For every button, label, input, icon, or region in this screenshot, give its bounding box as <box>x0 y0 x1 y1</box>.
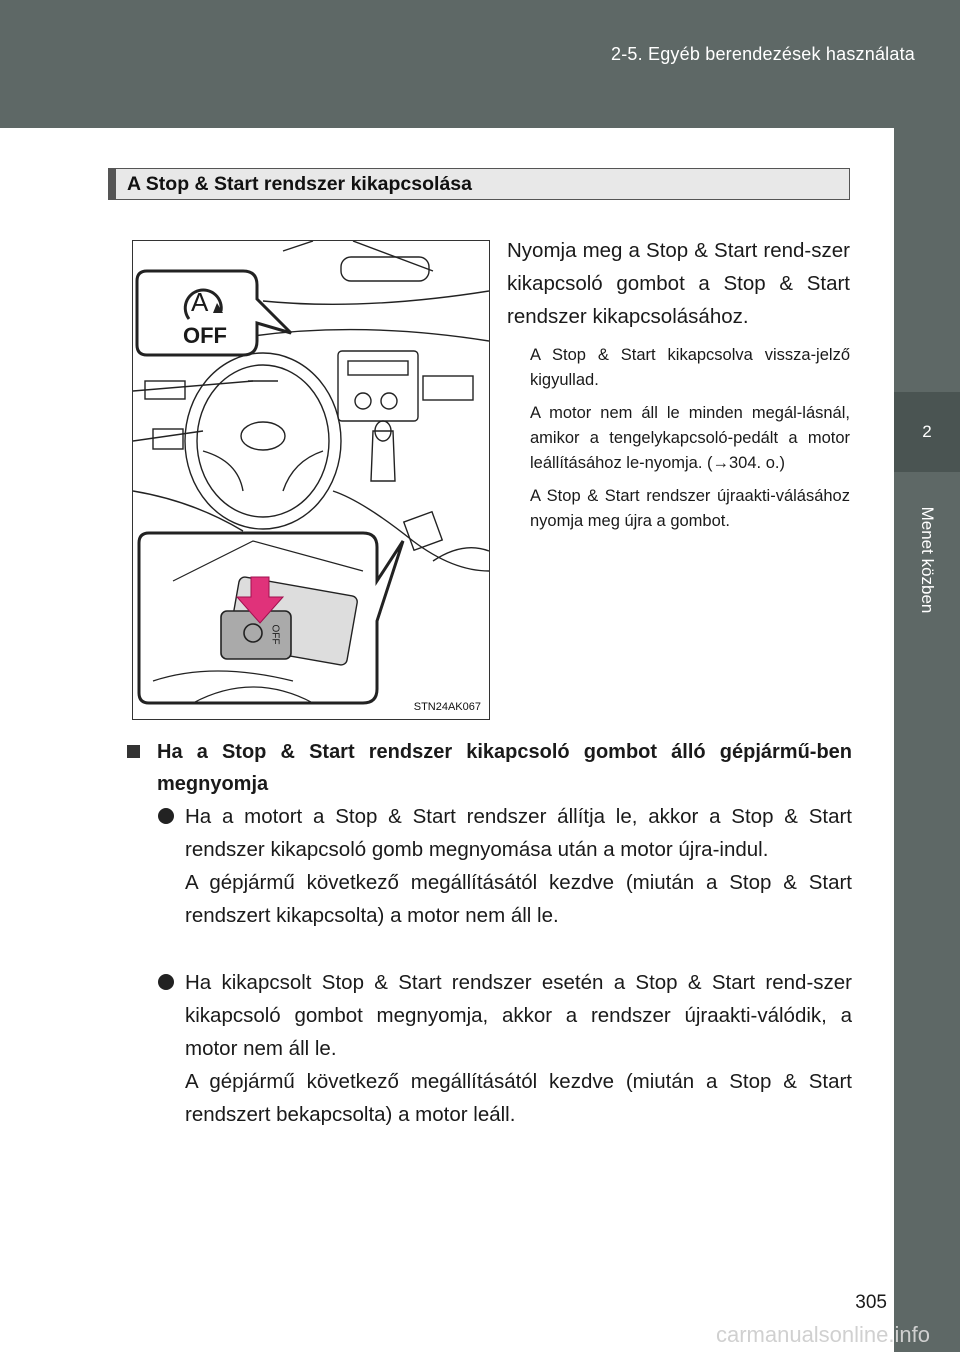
illustration-figure <box>132 240 490 720</box>
square-bullet-icon <box>127 745 140 758</box>
watermark: carmanualsonline.info <box>715 1322 930 1347</box>
bullet-text: Ha kikapcsolt Stop & Start rendszer esetén a Stop & Start rend-szer kikapcsoló gombot megnyomja, akkor a rendszer újraakti-válódik, a motor nem áll le. <box>185 971 852 1060</box>
instruction-column <box>507 234 850 534</box>
instruction-lead: Nyomja meg a Stop & Start rend-szer kikapcsoló gombot a Stop & Start rendszer kikapcsolásához. <box>507 239 850 328</box>
bullet-text: A gépjármű következő megállításától kezdve (miután a Stop & Start rendszert kikapcsolta) a motor nem áll le. <box>185 871 852 927</box>
callout-bottom <box>139 533 403 703</box>
note-reactivate: A Stop & Start rendszer újraakti-válásához nyomja meg újra a gombot. <box>530 487 850 530</box>
subsection-title: Ha a Stop & Start rendszer kikapcsoló gombot álló gépjármű-ben megnyomja <box>157 741 852 795</box>
section-heading-marker <box>109 169 116 199</box>
bullet-text: A gépjármű következő megállításától kezdve (miután a Stop & Start rendszert bekapcsolta) a motor leáll. <box>185 1070 852 1126</box>
side-tab <box>894 128 960 1352</box>
note-indicator: A Stop & Start kikapcsolva vissza-jelző kigyullad. <box>530 346 850 389</box>
section-title: A Stop & Start rendszer kikapcsolása <box>127 173 472 195</box>
subsection-heading <box>127 736 852 800</box>
note-clutch: A motor nem áll le minden megál-lásnál, amikor a tengelykapcsoló-pedált a motor leállításához le-nyomja. (→304. o.) <box>530 404 850 472</box>
bullet-text: Ha a motort a Stop & Start rendszer állítja le, akkor a Stop & Start rendszer kikapcsoló gomb megnyomása után a motor újra-indul. <box>185 805 852 861</box>
callout-letter: A <box>191 287 209 317</box>
figure-code: STN24AK067 <box>413 701 481 713</box>
chapter-title: 2-5. Egyéb berendezések használata <box>610 44 915 64</box>
section-heading <box>108 168 850 200</box>
dashboard-illustration <box>133 241 489 719</box>
bullet-item <box>158 800 852 932</box>
button-label: OFF <box>269 624 281 645</box>
bullet-item <box>158 966 852 1131</box>
page-number: 305 <box>855 1292 887 1313</box>
callout-label: OFF <box>183 323 227 348</box>
bullet-dot-icon <box>158 808 174 824</box>
side-tab-label: Menet közben <box>918 506 937 614</box>
bullet-dot-icon <box>158 974 174 990</box>
side-tab-number: 2 <box>894 392 960 472</box>
